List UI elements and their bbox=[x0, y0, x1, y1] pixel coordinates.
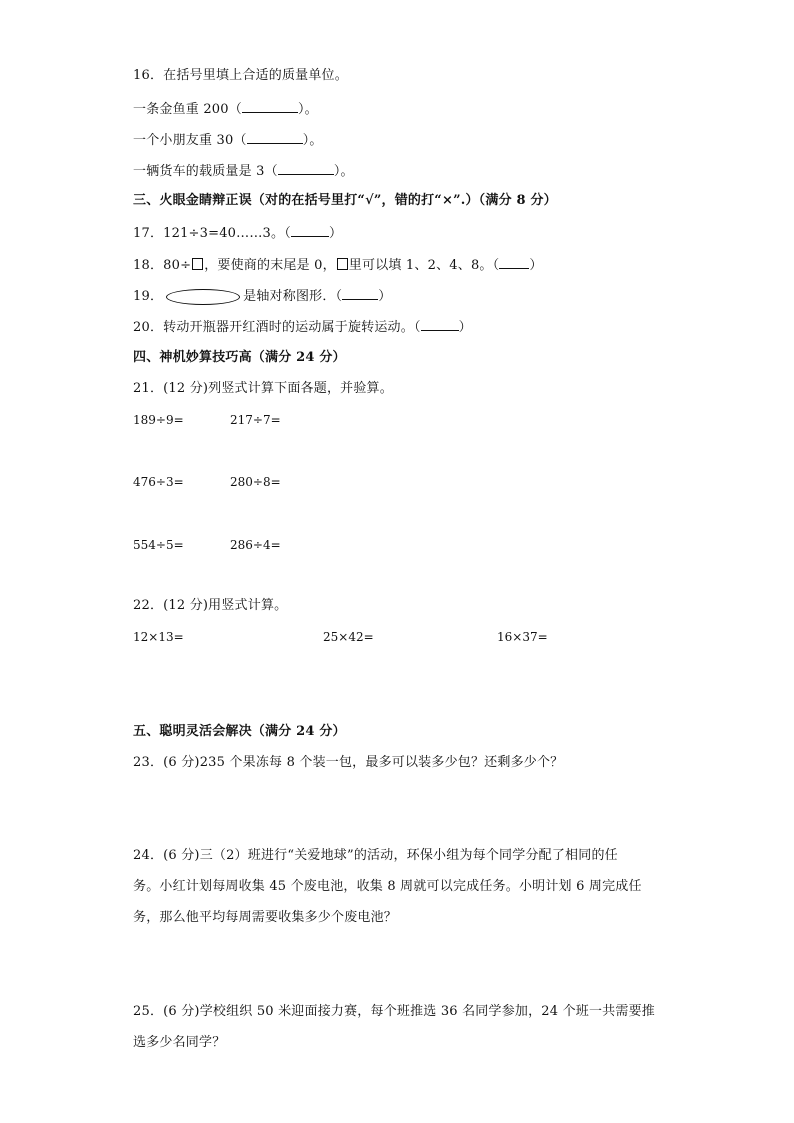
q22-item: 25×42= bbox=[323, 630, 374, 644]
section-4-heading: 四、神机妙算技巧高（满分 24 分） bbox=[133, 350, 346, 365]
answer-blank[interactable] bbox=[242, 100, 298, 113]
section-3-heading: 三、火眼金睛辩正误（对的在括号里打“√”，错的打“×”.）（满分 8 分） bbox=[133, 193, 557, 208]
q16-b bbox=[133, 131, 323, 149]
q18-post2: 里可以填 1、2、4、8。（ bbox=[348, 258, 500, 273]
q25-line-2: 选多少名同学？ bbox=[133, 1035, 226, 1050]
q17-close: ） bbox=[328, 226, 343, 241]
q21-item: 476÷3= bbox=[133, 475, 184, 489]
q16-a-close: ）。 bbox=[297, 102, 318, 117]
q18-pre: 18．80÷ bbox=[133, 258, 192, 273]
q20-close: ） bbox=[458, 320, 472, 335]
q16-title: 16．在括号里填上合适的质量单位。 bbox=[133, 68, 348, 83]
q19-post: 是轴对称图形．（ bbox=[243, 289, 343, 304]
q19-close: ） bbox=[378, 289, 392, 304]
q19 bbox=[133, 287, 391, 305]
q17 bbox=[133, 224, 342, 242]
q17-text: 17．121÷3=40……3。（ bbox=[133, 226, 291, 241]
square-box-icon bbox=[337, 258, 348, 270]
q16-c-text: 一辆货车的载质量是 3（ bbox=[133, 164, 278, 179]
square-box-icon bbox=[192, 258, 203, 270]
q21-item: 554÷5= bbox=[133, 538, 184, 552]
q18-close: ） bbox=[529, 258, 543, 273]
q22-item: 12×13= bbox=[133, 630, 184, 644]
answer-blank[interactable] bbox=[291, 224, 329, 237]
q18-post: ，要使商的末尾是 0， bbox=[204, 258, 336, 273]
q24-line-1: 24．(6 分)三（2）班进行“关爱地球”的活动，环保小组为每个同学分配了相同的任 bbox=[133, 848, 618, 863]
answer-blank[interactable] bbox=[421, 318, 459, 331]
ellipse-icon bbox=[166, 289, 240, 305]
answer-blank[interactable] bbox=[499, 256, 529, 269]
q19-pre: 19． bbox=[133, 289, 164, 304]
q20 bbox=[133, 318, 472, 336]
q21-title: 21．(12 分)列竖式计算下面各题，并验算。 bbox=[133, 381, 393, 396]
q16-a-text: 一条金鱼重 200（ bbox=[133, 102, 242, 117]
q16-c bbox=[133, 162, 354, 180]
q16-b-close: ）。 bbox=[302, 133, 323, 148]
q24-line-2: 务。小红计划每周收集 45 个废电池，收集 8 周就可以完成任务。小明计划 6 周完成任 bbox=[133, 879, 642, 894]
answer-blank[interactable] bbox=[278, 162, 334, 175]
q16-b-text: 一个小朋友重 30（ bbox=[133, 133, 247, 148]
q21-item: 280÷8= bbox=[230, 475, 281, 489]
q21-item: 189÷9= bbox=[133, 413, 184, 427]
q23: 23．(6 分)235 个果冻每 8 个装一包，最多可以装多少包？还剩多少个？ bbox=[133, 755, 564, 770]
answer-blank[interactable] bbox=[247, 131, 303, 144]
q24-line-3: 务，那么他平均每周需要收集多少个废电池？ bbox=[133, 910, 398, 925]
q22-item: 16×37= bbox=[497, 630, 548, 644]
q20-text: 20．转动开瓶器开红酒时的运动属于旋转运动。（ bbox=[133, 320, 421, 335]
q18 bbox=[133, 256, 543, 274]
q25-line-1: 25．(6 分)学校组织 50 米迎面接力赛，每个班推选 36 名同学参加，24 个班一共需要推 bbox=[133, 1004, 655, 1019]
q21-item: 217÷7= bbox=[230, 413, 281, 427]
q21-item: 286÷4= bbox=[230, 538, 281, 552]
q16-c-close: ）。 bbox=[333, 164, 354, 179]
q22-title: 22．(12 分)用竖式计算。 bbox=[133, 598, 288, 613]
q16-a bbox=[133, 100, 318, 118]
section-5-heading: 五、聪明灵活会解决（满分 24 分） bbox=[133, 724, 346, 739]
answer-blank[interactable] bbox=[342, 287, 378, 300]
